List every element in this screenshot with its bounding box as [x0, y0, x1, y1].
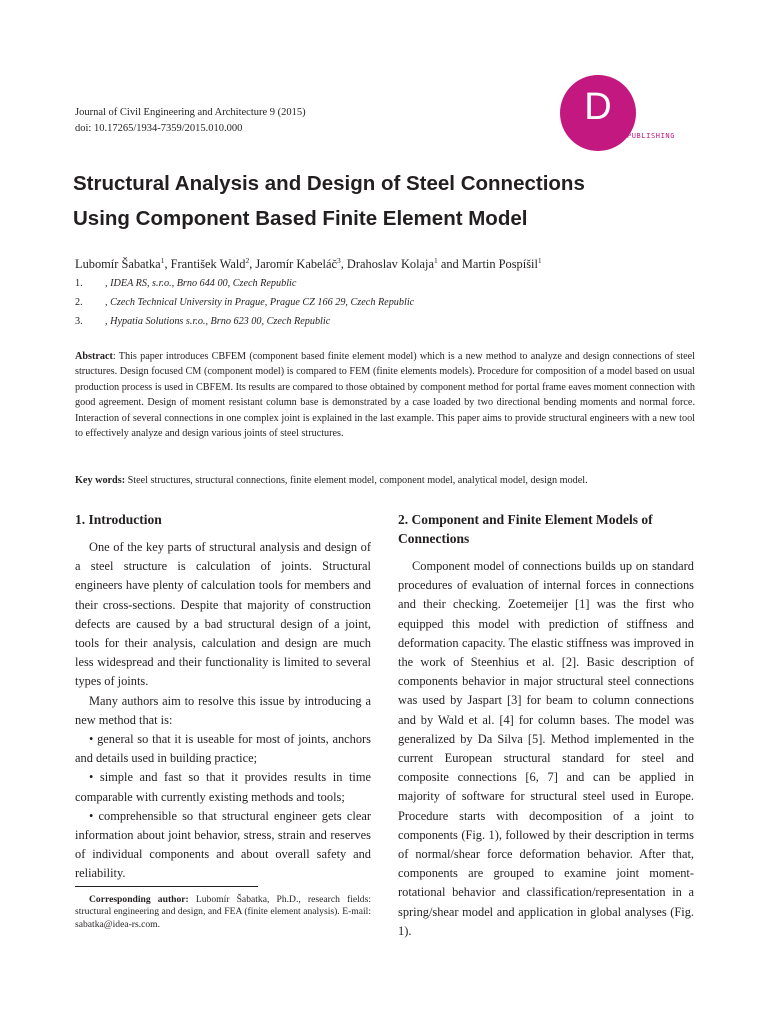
affiliation-number: 3. [75, 316, 83, 327]
author-separator: and [437, 257, 462, 271]
keywords [75, 473, 695, 488]
corresponding-author-footnote [75, 894, 371, 931]
author-affil-mark: 2 [245, 256, 250, 265]
bullet-item: • simple and fast so that it provides results in time comparable with currently existing methods and tools; [75, 770, 371, 804]
author-separator: , [249, 257, 256, 271]
abstract-text: : This paper introduces CBFEM (component based finite element model) which is a new method to analyze and design connections of steel structures. Design focused CM (component model) is compared to FEM (finite elements models). Procedure for composition of a model based on usual production process is used in CBFEM. Its results are compared to those obtained by component method for portal frame eaves moment connection with good agreement. Design of moment resistant column base is demonstrated by a case loaded by two directional bending moments and normal force. Interaction of several connections in one complex joint is explained in the last example. This paper aims to provide structural engineers with a new tool to effectively analyze and design various joints of steel structures. [75, 351, 695, 440]
bullet-item: • comprehensible so that structural engineer gets clear information about joint behavior, stress, strain and reserves of individual components and about overall safety and reliability. [75, 808, 371, 881]
author-list [75, 256, 542, 272]
paragraph: Many authors aim to resolve this issue by introducing a new method that is: [75, 693, 371, 727]
author-separator: , [340, 257, 347, 271]
affiliation-text: , IDEA RS, s.r.o., Brno 644 00, Czech Republic [105, 278, 297, 289]
affiliation [75, 278, 296, 289]
footnote-divider [75, 886, 258, 887]
doi: doi: 10.17265/1934-7359/2015.010.000 [75, 123, 243, 134]
footnote-text: Lubomír Šabatka, Ph.D., research fields: structural engineering and design, and FEA (finite element analysis). E-mail: sabatka@idea-rs.com. [75, 894, 371, 930]
left-column [75, 510, 371, 884]
journal-info [75, 105, 306, 137]
title-line-1: Structural Analysis and Design of Steel Connections [73, 172, 585, 195]
abstract [75, 349, 695, 441]
affiliation [75, 297, 414, 308]
keywords-text: Steel structures, structural connections, finite element model, component model, analytical model, design model. [125, 475, 588, 486]
author-affil-mark: 1 [433, 256, 438, 265]
title-line-2: Using Component Based Finite Element Model [73, 207, 528, 230]
author-name: Jaromír Kabeláč [255, 257, 337, 271]
affiliation [75, 316, 330, 327]
section-heading: 1. Introduction [75, 512, 162, 527]
author-name: Martin Pospíšil [461, 257, 538, 271]
author-affil-mark: 3 [336, 256, 341, 265]
author-name: František Wald [170, 257, 246, 271]
paper-title [73, 166, 713, 236]
footnote-label: Corresponding author: [89, 894, 189, 905]
bullet-item: • general so that it is useable for most of joints, anchors and details used in building practice; [75, 732, 371, 766]
author-separator: , [164, 257, 171, 271]
affiliation-number: 1. [75, 278, 83, 289]
author-name: Drahoslav Kolaja [346, 257, 434, 271]
author-affil-mark: 1 [160, 256, 165, 265]
keywords-label: Key words: [75, 475, 126, 486]
paragraph: One of the key parts of structural analysis and design of a steel structure is calculation of joints. Structural engineers have plenty of calculation tools for members and their cross-sections. Despite that majority of construction defects are caused by a bad structural design of a joint, tools for their analysis, calculation and design are much less widespread and their functionality is limited to several types of joints. [75, 540, 371, 689]
author-name: Lubomír Šabatka [75, 257, 161, 271]
logo-letter: D [584, 86, 612, 128]
publisher-name: DAVID PUBLISHING [598, 132, 676, 140]
author-affil-mark: 1 [537, 256, 542, 265]
right-column [398, 510, 694, 941]
paragraph: Component model of connections builds up on standard procedures of evaluation of internal forces in connections and their checking. Zoetemeijer [1] was the first who equipped this model with prediction of stiffness and deformation capacity. The elastic stiffness was improved in the work of Steenhius et al. [2]. Basic description of components behavior in major structural steel connections was used by Jaspart [3] for beam to column connections and by Wald et al. [4] for column bases. The model was generalized by Da Silva [5]. Method implemented in the current European structural standard for steel and composite connections [6, 7] and can be applied in majority of software for structural steel used in Europe. Procedure starts with decomposition of a joint to components (Fig. 1), followed by their description in terms of normal/shear force deformation behavior. After that, components are grouped to examine joint moment-rotational behavior and classification/representation in a spring/shear model and application in global analyses (Fig. 1). [398, 559, 694, 938]
affiliation-text: , Hypatia Solutions s.r.o., Brno 623 00, Czech Republic [105, 316, 331, 327]
abstract-label: Abstract [75, 351, 113, 362]
section-heading: 2. Component and Finite Element Models of Connections [398, 512, 653, 546]
affiliation-text: , Czech Technical University in Prague, Prague CZ 166 29, Czech Republic [105, 297, 415, 308]
journal-name: Journal of Civil Engineering and Architecture 9 (2015) [75, 107, 306, 118]
affiliation-number: 2. [75, 297, 83, 308]
